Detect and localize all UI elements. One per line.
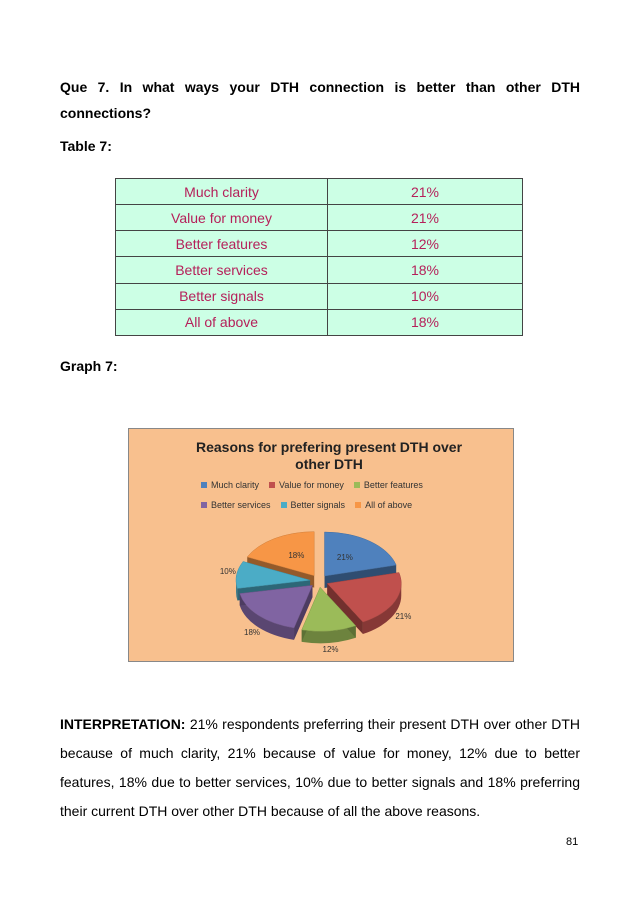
legend-swatch (355, 502, 361, 508)
pie-data-label: 12% (322, 645, 339, 655)
page-number: 81 (566, 836, 579, 848)
legend-swatch (354, 482, 360, 488)
pie-data-label: 18% (244, 628, 261, 638)
response-table (115, 178, 523, 336)
legend-label: Better services (211, 499, 271, 510)
legend-swatch (281, 502, 287, 508)
pie-data-label: 21% (336, 552, 353, 562)
legend-swatch (201, 502, 207, 508)
interpretation-label: INTERPRETATION: (60, 716, 186, 732)
table-cell-value: 18% (328, 309, 523, 335)
graph-label: Graph 7: (60, 358, 118, 374)
interpretation-text: 21% respondents preferring their present DTH over other DTH because of much clarity, 21% because of value for money, 12% due to better features, 18% due to better services, 10% due to better signals and 18% preferring their current DTH over other DTH because of all the above reasons. (60, 716, 581, 819)
legend-row (201, 479, 501, 499)
table-cell-label: Much clarity (116, 179, 328, 205)
table-cell-label: Better signals (116, 283, 328, 309)
chart-title (179, 439, 479, 473)
question-line-2: connections? (60, 105, 152, 121)
legend-item (201, 480, 259, 490)
table-cell-value: 18% (328, 257, 523, 283)
legend-item (201, 500, 271, 510)
legend-row (201, 499, 501, 519)
table-cell-value: 21% (328, 205, 523, 231)
table-cell-label: All of above (116, 309, 328, 335)
question-line-1: Que 7. In what ways your DTH connection is better than other DTH (60, 79, 580, 95)
table-cell-label: Value for money (116, 205, 328, 231)
chart-title-line-1: Reasons for prefering present DTH over (195, 439, 463, 455)
table-label: Table 7: (60, 138, 112, 154)
table-cell-label: Better services (116, 257, 328, 283)
pie-data-label: 21% (395, 612, 412, 622)
pie-data-label: 10% (219, 567, 236, 577)
legend-label: Value for money (279, 479, 344, 490)
legend-swatch (269, 482, 275, 488)
legend-label: Better features (363, 479, 423, 490)
table-row (116, 283, 523, 309)
pie-chart (128, 428, 514, 662)
legend-item (354, 480, 423, 490)
table-cell-value: 21% (328, 179, 523, 205)
table-row (116, 231, 523, 257)
table-cell-label: Better features (116, 231, 328, 257)
question-text (60, 74, 580, 126)
legend-item (269, 480, 344, 490)
table-cell-value: 12% (328, 231, 523, 257)
legend-swatch (201, 482, 207, 488)
table-cell-value: 10% (328, 283, 523, 309)
legend-item (355, 500, 412, 510)
response-table-body (116, 179, 523, 336)
pie-data-label: 18% (288, 551, 305, 561)
legend-label: Much clarity (211, 479, 260, 490)
table-row (116, 257, 523, 283)
table-row (116, 205, 523, 231)
legend-label: All of above (365, 499, 413, 510)
chart-title-line-2: other DTH (295, 456, 363, 472)
table-row (116, 179, 523, 205)
legend-item (281, 500, 346, 510)
interpretation-paragraph (60, 710, 580, 826)
chart-legend (201, 479, 501, 519)
legend-label: Better signals (290, 499, 346, 510)
table-row (116, 309, 523, 335)
